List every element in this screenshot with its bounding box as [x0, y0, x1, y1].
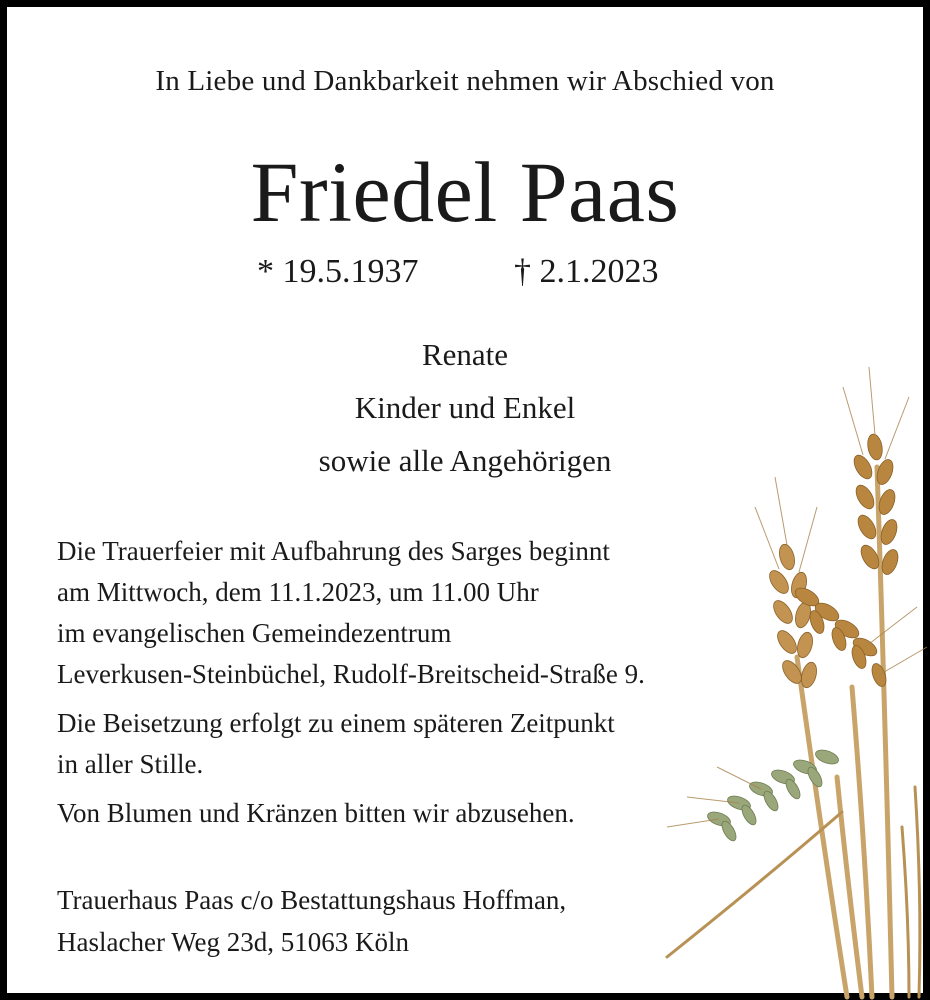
death-date: † 2.1.2023 [514, 253, 659, 290]
funeral-line: am Mittwoch, dem 11.1.2023, um 11.00 Uhr [57, 577, 539, 607]
flowers-line: Von Blumen und Kränzen bitten wir abzusehen. [57, 798, 575, 828]
deceased-name: Friedel Paas [250, 144, 680, 240]
mourner-line: Renate [421, 337, 509, 372]
address-line: Trauerhaus Paas c/o Bestattungshaus Hoffman, [57, 885, 567, 915]
burial-line: Die Beisetzung erfolgt zu einem späteren Zeitpunkt [57, 708, 615, 738]
intro-text: In Liebe und Dankbarkeit nehmen wir Abschied von [155, 65, 775, 97]
funeral-line: Leverkusen-Steinbüchel, Rudolf-Breitscheid-Straße 9. [57, 659, 645, 689]
wheat-ears-icon [647, 357, 930, 1000]
birth-date: * 19.5.1937 [257, 253, 419, 290]
address-line: Haslacher Weg 23d, 51063 Köln [57, 927, 410, 957]
funeral-line: im evangelischen Gemeindezentrum [57, 618, 452, 648]
mourner-line: Kinder und Enkel [354, 390, 576, 425]
mourning-house-address [57, 879, 566, 963]
burial-line: in aller Stille. [57, 749, 204, 779]
funeral-line: Die Trauerfeier mit Aufbahrung des Sarges beginnt [57, 536, 610, 566]
mourner-line: sowie alle Angehörigen [318, 443, 612, 478]
